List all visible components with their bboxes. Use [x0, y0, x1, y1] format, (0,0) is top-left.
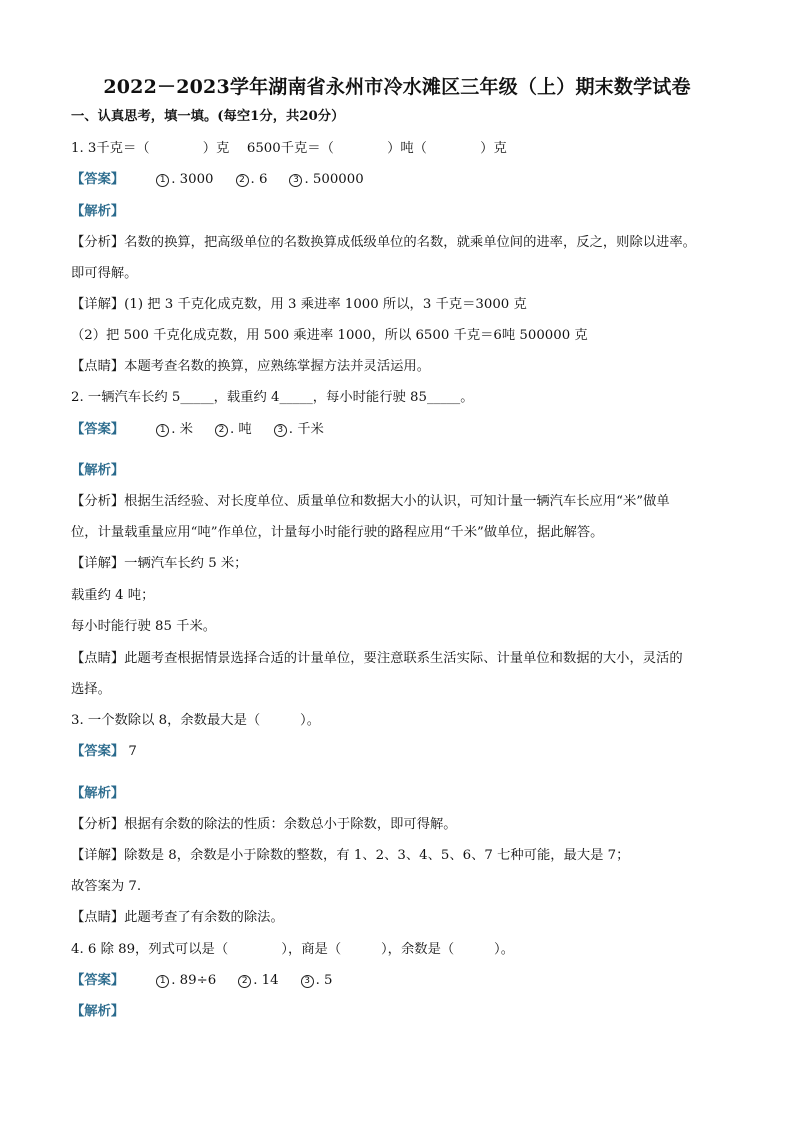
question-3: 3. 一个数除以 8，余数最大是（ ）。: [71, 713, 320, 728]
section-heading: 一、认真思考，填一填。(每空1分，共20分）: [71, 109, 345, 124]
circled-number-2: 2: [215, 424, 228, 437]
answer-item: 1 . 米: [156, 421, 193, 439]
comment-text: 选择。: [71, 682, 111, 697]
answer-line-2: [71, 421, 346, 439]
question-1: 1. 3千克＝（ ）克 6500千克＝（ ）吨（ ）克: [71, 141, 507, 156]
circled-number-2: 2: [236, 174, 249, 187]
analysis-tag: 【解析】: [71, 786, 125, 801]
detail-text: 【详解】(1) 把 3 千克化成克数，用 3 乘进率 1000 所以，3 千克＝3000 克: [71, 297, 527, 312]
answer-value: 5: [324, 973, 333, 988]
analysis-tag: 【解析】: [71, 1004, 125, 1019]
answer-item: 3 . 千米: [274, 421, 324, 439]
answer-value: 千米: [297, 422, 324, 437]
answer-tag: 【答案】: [71, 172, 125, 187]
answer-value: 6: [258, 172, 268, 187]
analysis-text: 即可得解。: [71, 266, 138, 281]
analysis-tag: 【解析】: [71, 463, 125, 478]
answer-line-1: [71, 171, 386, 189]
analysis-tag: 【解析】: [71, 204, 125, 219]
answer-tag: 【答案】: [71, 973, 125, 988]
circled-number-2: 2: [238, 975, 251, 988]
detail-text: （2）把 500 千克化成克数，用 500 乘进率 1000，所以 6500 千克＝6吨 500000 克: [71, 328, 588, 343]
answer-line-3: [71, 743, 137, 761]
answer-item: 2 . 吨: [215, 421, 252, 439]
analysis-text: 【分析】根据生活经验、对长度单位、质量单位和数据大小的认识，可知计量一辆汽车长应用“米”做单: [71, 494, 670, 509]
answer-tag: 【答案】: [71, 744, 125, 759]
answer-item: 1 . 3000: [156, 171, 213, 189]
answer-item: 2 . 14: [238, 972, 278, 990]
circled-number-3: 3: [289, 174, 302, 187]
answer-value: 500000: [312, 172, 364, 187]
circled-number-1: 1: [156, 424, 169, 437]
answer-value: 3000: [179, 172, 214, 187]
answer-value: 米: [179, 422, 193, 437]
comment-text: 【点睛】此题考查了有余数的除法。: [71, 910, 284, 925]
answer-item: 1 . 89÷6: [156, 972, 216, 990]
detail-text: 故答案为 7.: [71, 879, 142, 894]
answer-line-4: [71, 972, 355, 990]
detail-text: 【详解】除数是 8，余数是小于除数的整数，有 1、2、3、4、5、6、7 七种可能，最大是 7；: [71, 848, 630, 863]
question-4: 4. 6 除 89，列式可以是（ ），商是（ ），余数是（ ）。: [71, 942, 514, 957]
answer-item: 3 . 500000: [289, 171, 363, 189]
circled-number-1: 1: [156, 174, 169, 187]
answer-value: 14: [261, 973, 279, 988]
answer-item: 3 . 5: [301, 972, 333, 990]
detail-text: 载重约 4 吨；: [71, 588, 155, 603]
answer-value: 吨: [238, 422, 252, 437]
analysis-text: 【分析】根据有余数的除法的性质：余数总小于除数，即可得解。: [71, 817, 457, 832]
detail-text: 每小时能行驶 85 千米。: [71, 619, 217, 634]
analysis-text: 位，计量载重量应用“吨”作单位，计量每小时能行驶的路程应用“千米”做单位，据此解答。: [71, 525, 604, 540]
detail-text: 【详解】一辆汽车长约 5 米；: [71, 556, 248, 571]
analysis-text: 【分析】名数的换算，把高级单位的名数换算成低级单位的名数，就乘单位间的进率，反之，则除以进率。: [71, 235, 696, 250]
answer-value: 7: [128, 744, 137, 759]
exam-title: 2022－2023学年湖南省永州市冷水滩区三年级（上）期末数学试卷: [103, 76, 691, 98]
question-2: 2. 一辆汽车长约 5_____，载重约 4_____，每小时能行驶 85_____。: [71, 390, 474, 405]
circled-number-3: 3: [301, 975, 314, 988]
circled-number-1: 1: [156, 975, 169, 988]
comment-text: 【点睛】本题考查名数的换算，应熟练掌握方法并灵活运用。: [71, 359, 431, 374]
circled-number-3: 3: [274, 424, 287, 437]
comment-text: 【点睛】此题考查根据情景选择合适的计量单位，要注意联系生活实际、计量单位和数据的大小，灵活的: [71, 651, 683, 666]
answer-tag: 【答案】: [71, 422, 125, 437]
answer-item: 2 . 6: [236, 171, 268, 189]
answer-value: 89÷6: [179, 973, 217, 988]
